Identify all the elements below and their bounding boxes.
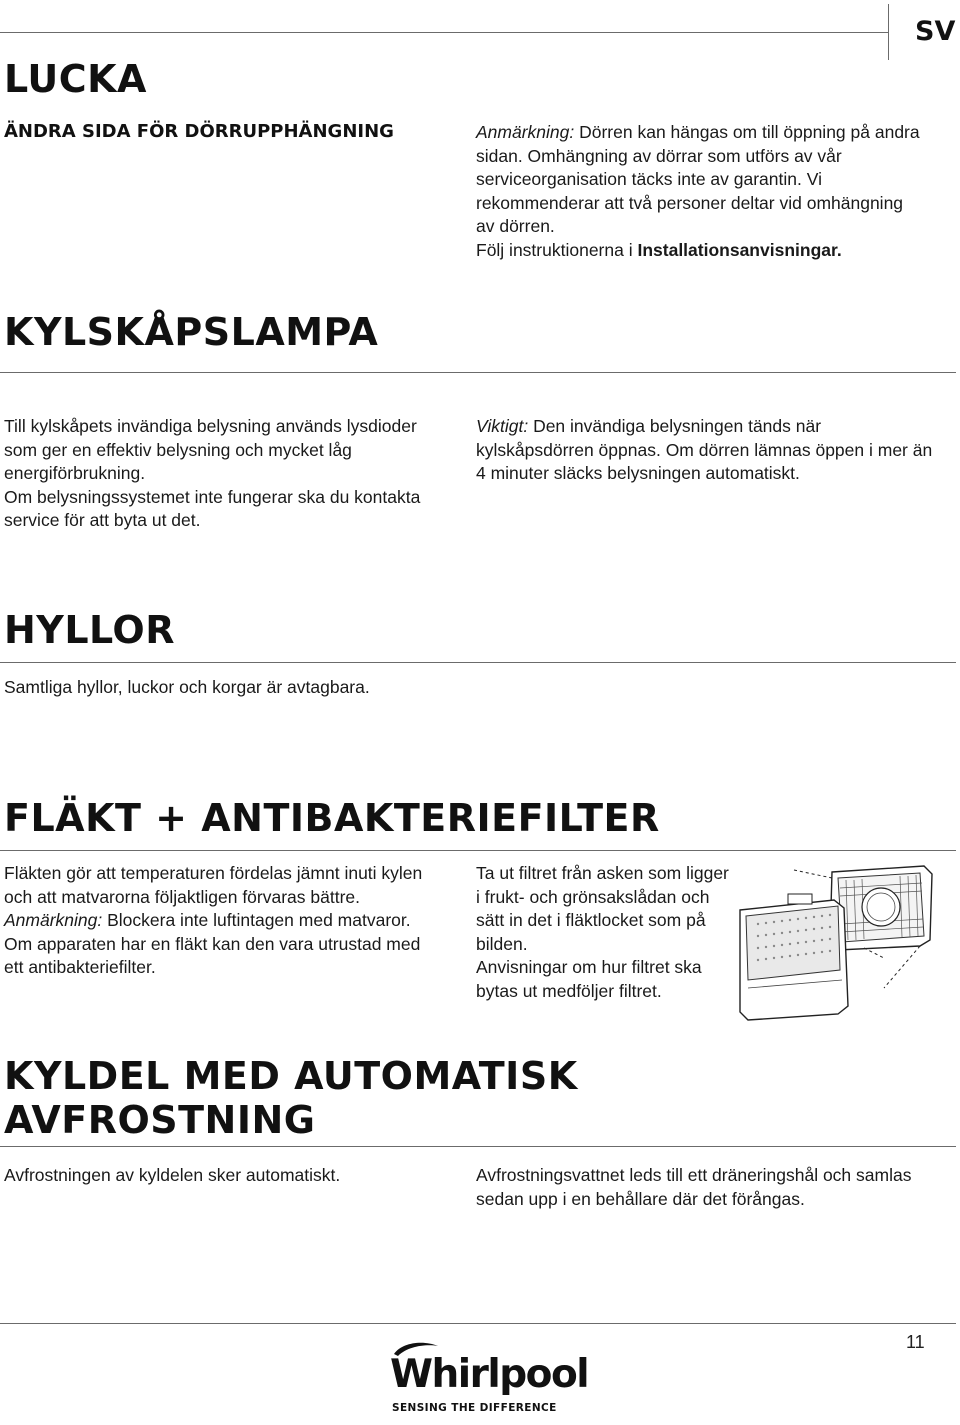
filter-replacement: Anvisningar om hur filtret ska bytas ut medföljer filtret. [476,957,702,1001]
section-title-lucka: LUCKA [4,57,147,101]
door-note [476,121,926,262]
lampa-paragraph-1: Till kylskåpets invändiga belysning används lysdioder som ger en effektiv belysning och mycket låg energiförbrukning. [4,416,417,483]
flakt-left-text [4,862,444,980]
section-rule-kyldel [0,1146,956,1147]
kyldel-right-text: Avfrostningsvattnet leds till ett dräneringshål och samlas sedan upp i en behållare där det förångas. [476,1165,912,1209]
header-rule [0,32,888,33]
filter-instruction: Ta ut filtret från asken som ligger i frukt- och grönsakslådan och sätt in det i fläktlocket som på bilden. [476,863,729,954]
important-text: Den invändiga belysningen tänds när kylskåpsdörren öppnas. Om dörren lämnas öppen i mer än 4 minuter släcks belysningen automatiskt. [476,416,933,483]
kyldel-title-line-2: AVFROSTNING [4,1098,316,1142]
section-title-hyllor: HYLLOR [4,608,175,652]
section-title-flakt: FLÄKT + ANTIBAKTERIEFILTER [4,796,660,840]
page-number: 11 [906,1332,925,1352]
section-title-kyldel [4,1054,578,1142]
header-divider [888,4,889,60]
hyllor-text: Samtliga hyllor, luckor och korgar är avtagbara. [4,677,370,697]
lampa-left-text [4,415,454,533]
section-title-lampa: KYLSKÅPSLAMPA [4,310,379,354]
flakt-paragraph-1: Fläkten gör att temperaturen fördelas jämnt inuti kylen och att matvarorna följaktligen förvaras bättre. [4,863,423,907]
section-subtitle-door: ÄNDRA SIDA FÖR DÖRRUPPHÄNGNING [4,121,394,142]
fan-filter-illustration [734,858,944,1028]
installation-link: Installationsanvisningar. [637,239,842,260]
footer-rule [0,1323,956,1324]
section-rule-lampa [0,372,956,373]
language-tag: SV [915,16,956,47]
flakt-paragraph-3: Om apparaten har en fläkt kan den vara utrustad med ett antibakteriefilter. [4,933,421,977]
flakt-note-label: Anmärkning: [4,910,103,930]
follow-text: Följ instruktionerna i [476,239,638,260]
logo-tagline: SENSING THE DIFFERENCE [392,1402,557,1414]
section-rule-hyllor [0,662,956,663]
flakt-right-text [476,862,734,1003]
whirlpool-logo [390,1340,589,1420]
kyldel-left-text: Avfrostningen av kyldelen sker automatiskt. [4,1165,341,1185]
section-rule-flakt [0,850,956,851]
important-label: Viktigt: [476,416,529,436]
fan-cover [740,894,848,1020]
note-text: Dörren kan hängas om till öppning på andra sidan. Omhängning av dörrar som utförs av vår serviceorganisation täcks inte av garantin. Vi rekommenderar att två personer deltar vid omhängning av dörren. [476,122,920,236]
logo-wordmark: Whirlpool [390,1352,589,1397]
flakt-note-text: Blockera inte luftintagen med matvaror. [102,910,411,930]
lampa-right-text [476,415,936,486]
lampa-paragraph-2: Om belysningssystemet inte fungerar ska du kontakta service för att byta ut det. [4,486,421,530]
note-label: Anmärkning: [476,122,575,142]
kyldel-title-line-1: KYLDEL MED AUTOMATISK [4,1054,578,1098]
